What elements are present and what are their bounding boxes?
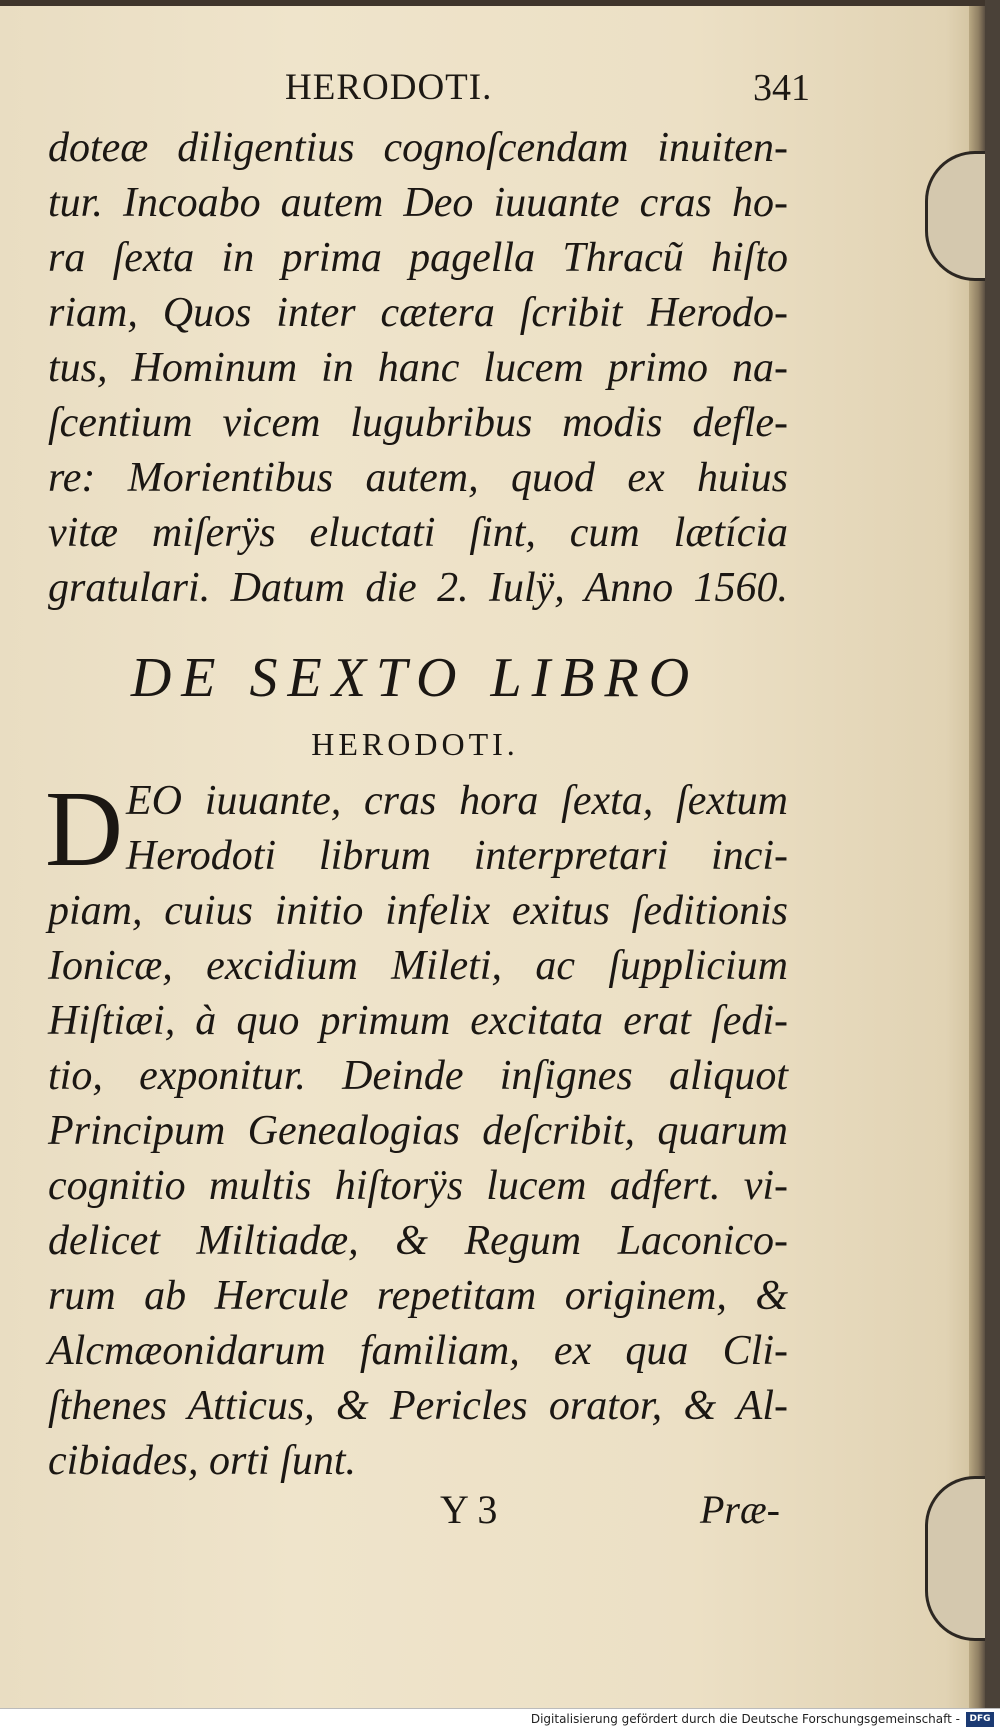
text-line: riam, Quos inter cætera ſcribit Herodo- — [48, 290, 788, 336]
paragraph-1 — [48, 121, 788, 616]
text-line: ſcentium vicem lugubribus modis defle- — [48, 400, 788, 446]
credit-text: Digitalisierung gefördert durch die Deutsche Forschungsgemeinschaft - — [530, 1712, 960, 1726]
credit-bar — [0, 1708, 1000, 1731]
dfg-logo: DFG — [966, 1712, 994, 1727]
text-line: Alcmæonidarum familiam, ex qua Cli- — [48, 1328, 788, 1374]
text-line: Herodoti librum interpretari inci- — [126, 833, 788, 879]
text-line: tus, Hominum in hanc lucem primo na- — [48, 345, 788, 391]
text-line: delicet Miltiadæ, & Regum Laconico- — [48, 1218, 788, 1264]
text-line: EO iuuante, cras hora ſexta, ſextum — [126, 778, 788, 824]
page-clip-bottom — [925, 1476, 985, 1641]
text-line: piam, cuius initio infelix exitus ſeditionis — [48, 888, 788, 934]
text-line: Principum Genealogias deſcribit, quarum — [48, 1108, 788, 1154]
paragraph-2 — [48, 774, 788, 1489]
text-line: ſthenes Atticus, & Pericles orator, & Al- — [48, 1383, 788, 1429]
page-header — [50, 66, 810, 116]
text-line: re: Morientibus autem, quod ex huius — [48, 455, 788, 501]
page-number: 341 — [753, 67, 810, 109]
running-head: HERODOTI. — [285, 67, 493, 108]
text-line: rum ab Hercule repetitam originem, & — [48, 1273, 788, 1319]
text-line: Hiſtiæi, à quo primum excitata erat ſedi- — [48, 998, 788, 1044]
text-line: ra ſexta in prima pagella Thracũ hiſto — [48, 235, 788, 281]
text-line: vitæ miſerÿs eluctati ſint, cum lætícia — [48, 510, 788, 556]
drop-cap: D — [45, 770, 123, 889]
text-line: gratulari. Datum die 2. Iulÿ, Anno 1560. — [48, 565, 788, 611]
text-line: cibiades, orti ſunt. — [48, 1438, 356, 1484]
text-line: Ionicæ, excidium Mileti, ac ſupplicium — [48, 943, 788, 989]
text-line: doteæ diligentius cognoſcendam inuiten- — [48, 125, 788, 171]
text-line: cognitio multis hiſtorÿs lucem adfert. vi- — [48, 1163, 788, 1209]
section-subtitle: HERODOTI. — [311, 726, 519, 762]
section-title: DE SEXTO LIBRO — [130, 647, 700, 709]
signature-mark: Y 3 — [440, 1487, 498, 1532]
catchword: Præ- — [700, 1487, 780, 1532]
page-clip-top — [925, 151, 985, 281]
text-line: tio, exponitur. Deinde inſignes aliquot — [48, 1053, 788, 1099]
text-line: tur. Incoabo autem Deo iuuante cras ho- — [48, 180, 788, 226]
